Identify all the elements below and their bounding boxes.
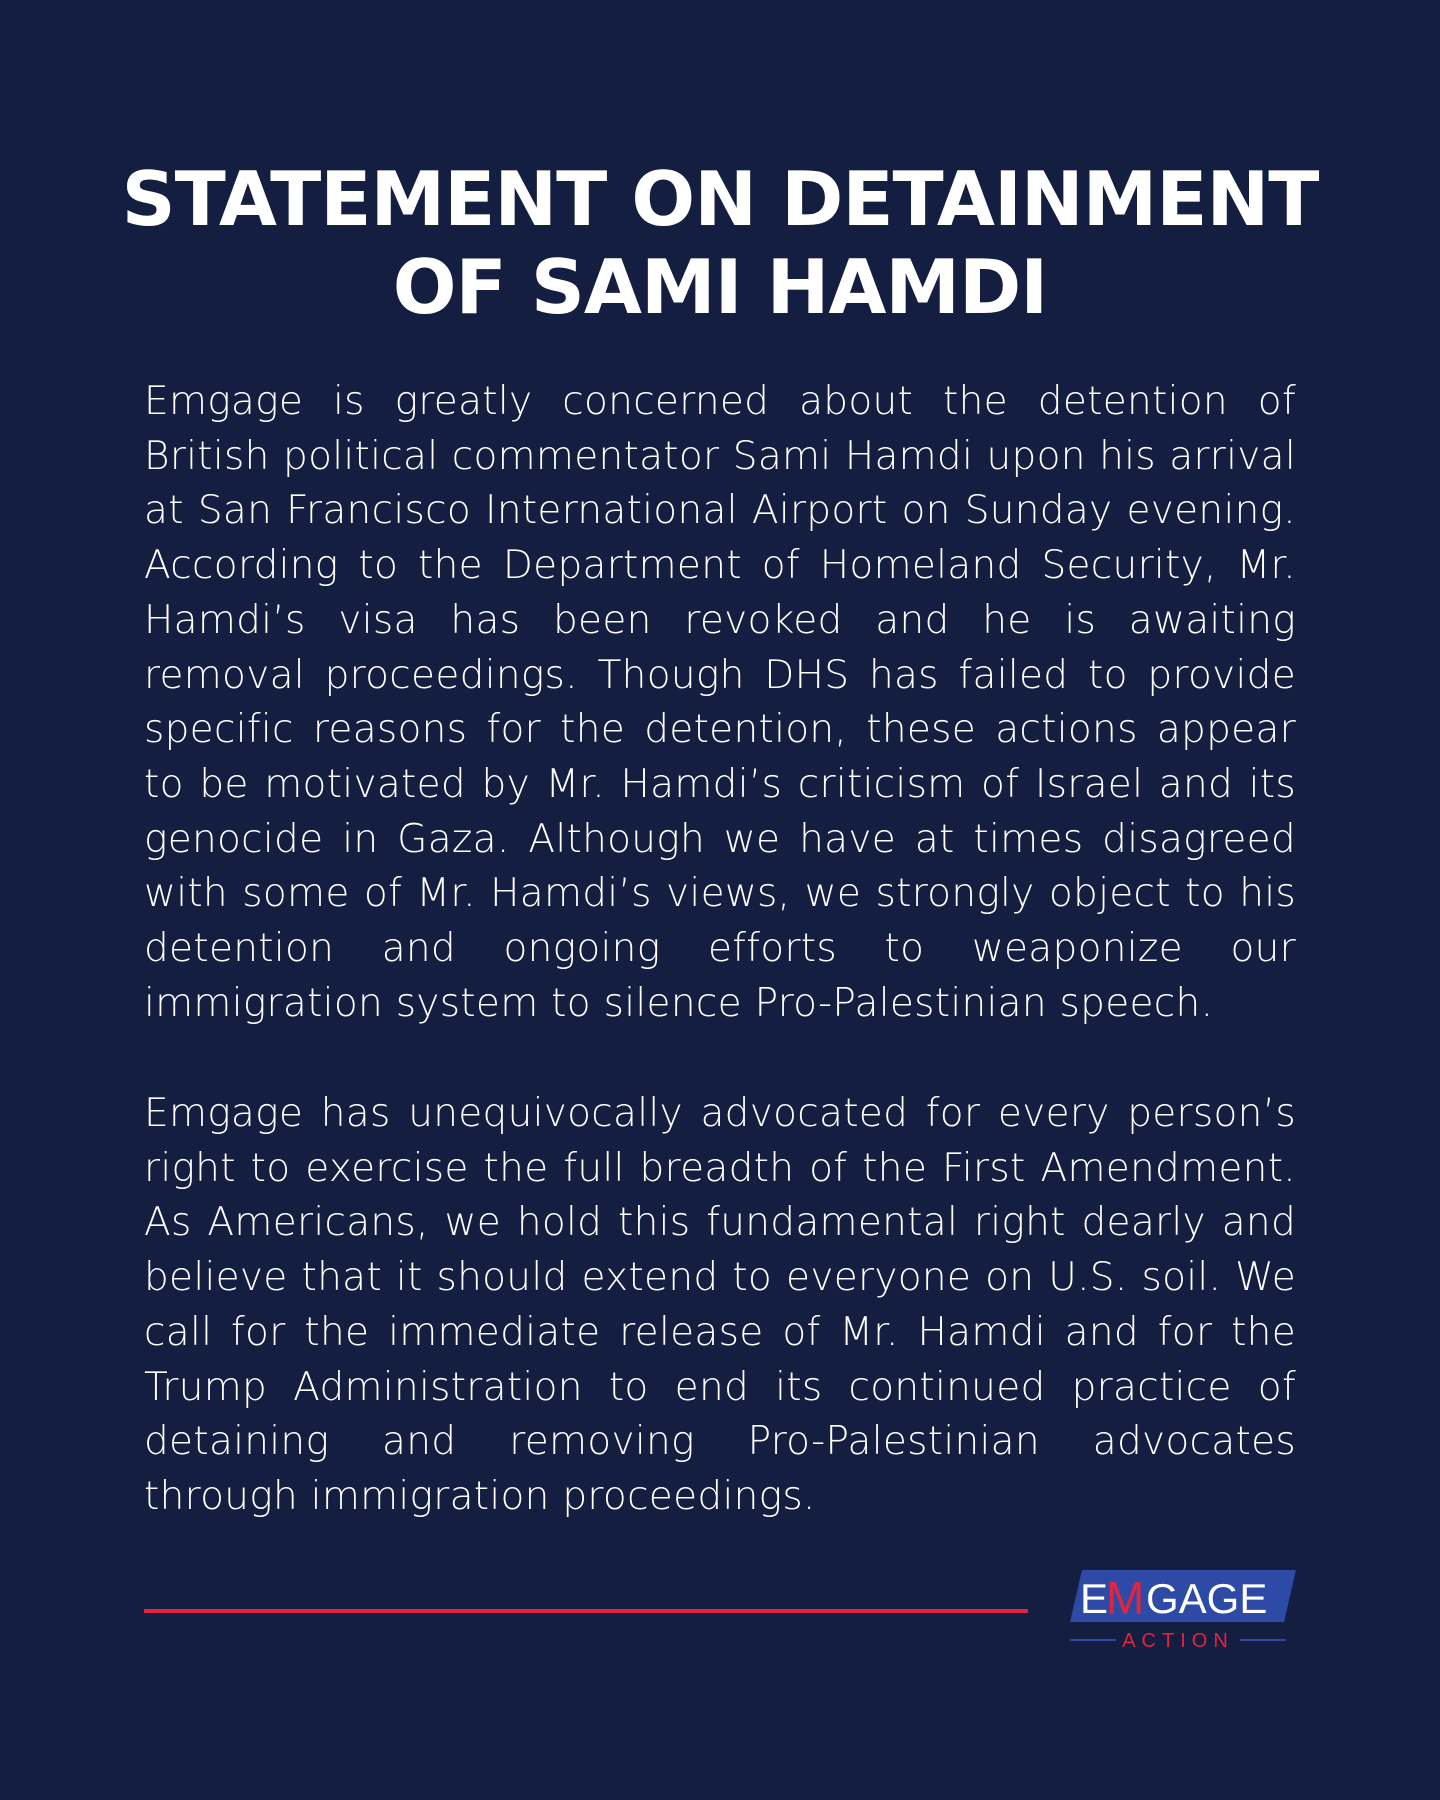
- logo-subtext-action: ACTION: [1122, 1630, 1234, 1652]
- emgage-action-logo: [1070, 1568, 1296, 1652]
- statement-paragraph-1: Emgage is greatly concerned about the detention of British political commentator Sami Hamdi upon his arrival at San Francisco International Airport on Sunday evening. According to the Department of Homeland Security, Mr. Hamdi’s visa has been revoked and he is awaiting removal proceedings. Though DHS has failed to provide specific reasons for the detention, these actions appear to be motivated by Mr. Hamdi’s criticism of Israel and its genocide in Gaza. Although we have at times disagreed with some of Mr. Hamdi’s views, we strongly object to his detention and ongoing efforts to weaponize our immigration system to silence Pro-Palestinian speech.: [144, 379, 1296, 1026]
- red-divider-line: [144, 1609, 1028, 1613]
- title-line-1: STATEMENT ON DETAINMENT: [121, 155, 1319, 243]
- title-line-2: OF SAMI HAMDI: [392, 243, 1048, 331]
- logo-letter-e: E: [1080, 1575, 1109, 1622]
- statement-title: [100, 155, 1340, 331]
- logo-word-gage: GAGE: [1146, 1575, 1268, 1622]
- statement-paragraph-2: Emgage has unequivocally advocated for every person’s right to exercise the full breadth of the First Amendment. As Americans, we hold this fundamental right dearly and believe that it should extend to everyone on U.S. soil. We call for the immediate release of Mr. Hamdi and for the Trump Administration to end its continued practice of detaining and removing Pro-Palestinian advocates through immigration proceedings.: [144, 1091, 1296, 1519]
- logo-letter-m: M: [1106, 1572, 1145, 1624]
